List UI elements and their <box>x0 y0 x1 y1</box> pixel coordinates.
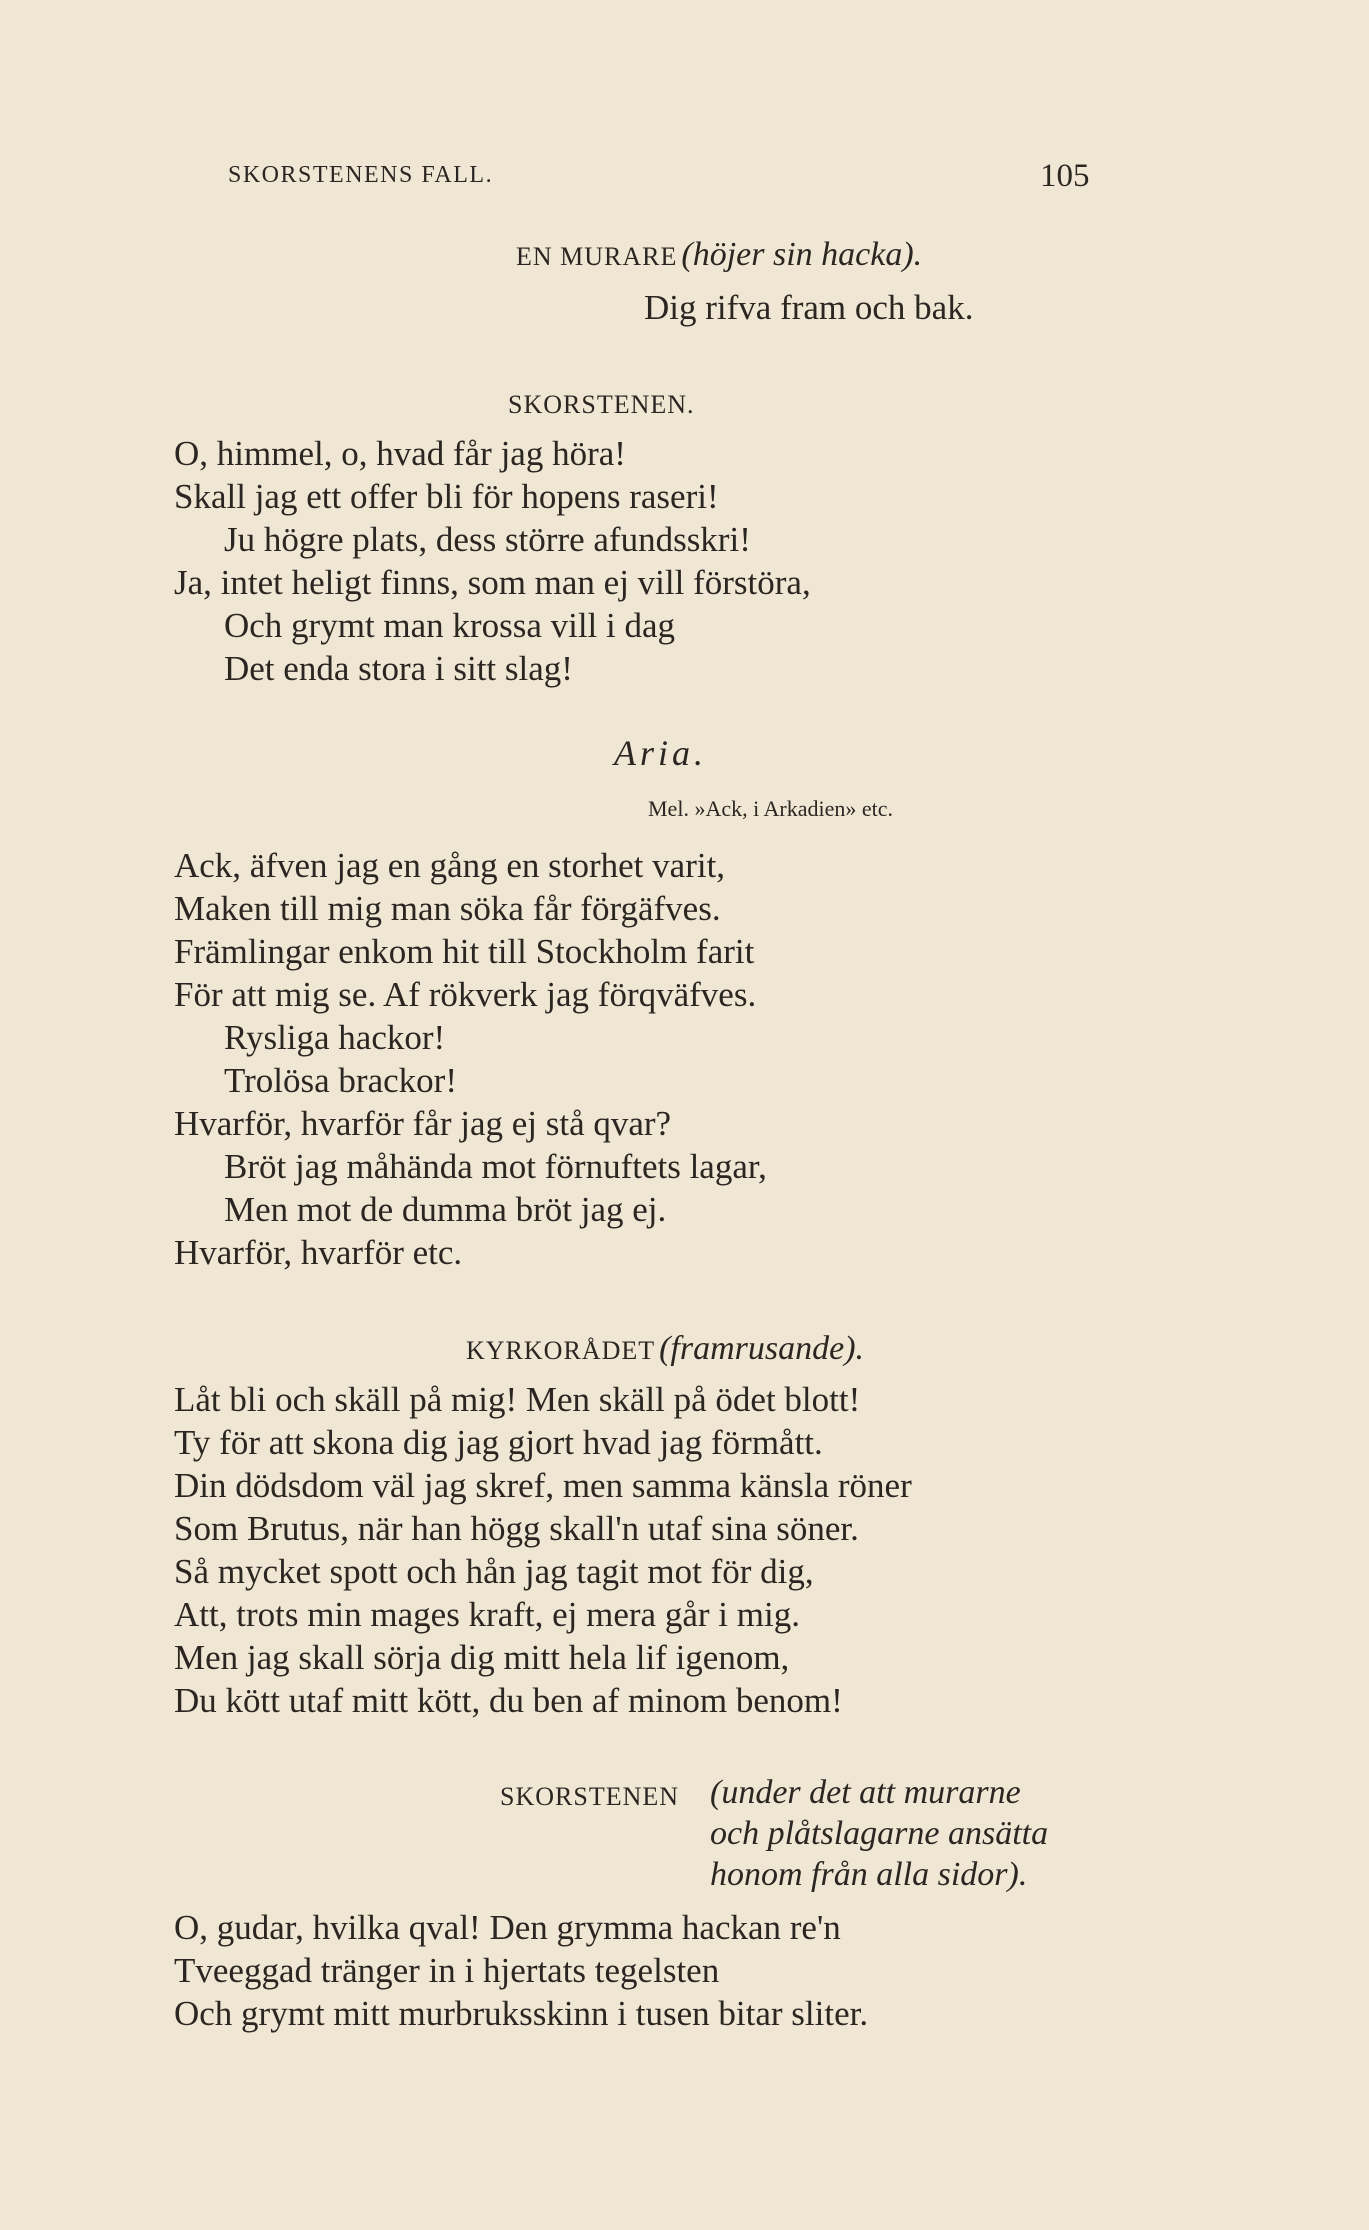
verse-line: Och grymt mitt murbruksskinn i tusen bitar sliter. <box>174 1994 869 2033</box>
aria-title: Aria. <box>614 733 708 773</box>
speaker-heading-skorstenen-2: SKORSTENEN <box>500 1782 680 1811</box>
verse-line: Skall jag ett offer bli för hopens raseri! <box>174 477 719 516</box>
speaker-name: EN MURARE <box>516 242 678 271</box>
running-title: SKORSTENENS FALL. <box>228 162 494 188</box>
verse-line: Ty för att skona dig jag gjort hvad jag förmått. <box>174 1423 823 1462</box>
verse-line: Hvarför, hvarför etc. <box>174 1233 463 1272</box>
melody-note: Mel. »Ack, i Arkadien» etc. <box>648 796 893 821</box>
stage-direction: (under det att murarne <box>710 1774 1021 1811</box>
verse-line: O, gudar, hvilka qval! Den grymma hackan re'n <box>174 1908 841 1947</box>
verse-line: Men mot de dumma bröt jag ej. <box>224 1190 667 1229</box>
verse-line: Som Brutus, när han högg skall'n utaf sina söner. <box>174 1509 859 1548</box>
stage-direction: honom från alla sidor). <box>710 1856 1028 1893</box>
verse-line: O, himmel, o, hvad får jag höra! <box>174 434 626 473</box>
verse-line: Trolösa brackor! <box>224 1061 457 1100</box>
verse-line: Bröt jag måhända mot förnuftets lagar, <box>224 1147 767 1186</box>
verse-line: Ja, intet heligt finns, som man ej vill förstöra, <box>174 563 811 602</box>
stage-direction: (framrusande). <box>659 1330 865 1367</box>
verse-line: Hvarför, hvarför får jag ej stå qvar? <box>174 1104 672 1143</box>
verse-line: Din dödsdom väl jag skref, men samma känsla röner <box>174 1466 912 1505</box>
speaker-name: KYRKORÅDET <box>466 1336 656 1365</box>
verse-line: Tveeggad tränger in i hjertats tegelsten <box>174 1951 720 1990</box>
verse-line: Ju högre plats, dess större afundsskri! <box>224 520 751 559</box>
speaker-heading-murare <box>516 236 922 274</box>
verse-line: Maken till mig man söka får förgäfves. <box>174 889 721 928</box>
speaker-heading-kyrkoradet <box>466 1330 864 1368</box>
verse-line: Att, trots min mages kraft, ej mera går i mig. <box>174 1595 800 1634</box>
page-number: 105 <box>1040 158 1090 194</box>
verse-line: Och grymt man krossa vill i dag <box>224 606 676 645</box>
stage-direction: och plåtslagarne ansätta <box>710 1815 1049 1852</box>
verse-line: Dig rifva fram och bak. <box>644 288 974 327</box>
stage-direction: (höjer sin hacka). <box>681 236 923 273</box>
verse-line: Främlingar enkom hit till Stockholm farit <box>174 932 755 971</box>
verse-line: Du kött utaf mitt kött, du ben af minom benom! <box>174 1681 843 1720</box>
verse-line: Så mycket spott och hån jag tagit mot för dig, <box>174 1552 814 1591</box>
verse-line: För att mig se. Af rökverk jag förqväfves. <box>174 975 757 1014</box>
verse-line: Låt bli och skäll på mig! Men skäll på ödet blott! <box>174 1380 861 1419</box>
verse-line: Ack, äfven jag en gång en storhet varit, <box>174 846 726 885</box>
verse-line: Det enda stora i sitt slag! <box>224 649 573 688</box>
verse-line: Rysliga hackor! <box>224 1018 446 1057</box>
speaker-heading-skorstenen: SKORSTENEN. <box>508 390 695 419</box>
verse-line: Men jag skall sörja dig mitt hela lif igenom, <box>174 1638 790 1677</box>
